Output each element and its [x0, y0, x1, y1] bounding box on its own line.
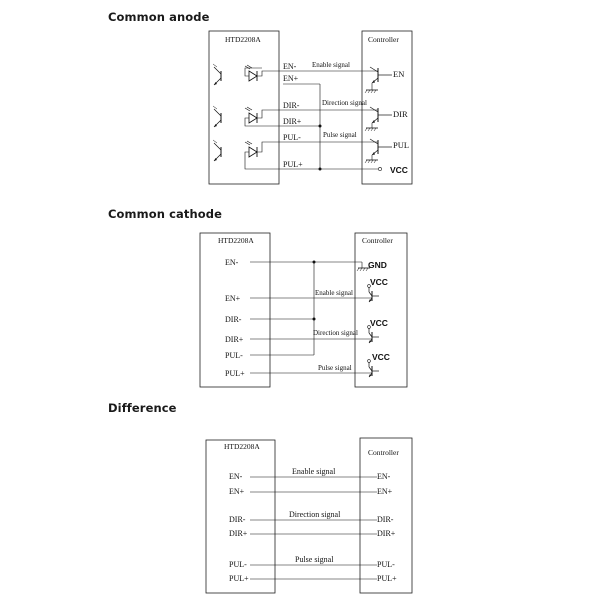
diff-ctrl-en-minus: EN-	[377, 472, 391, 481]
diff-pin-dir-plus: DIR+	[229, 529, 248, 538]
anode-pin-en-plus: EN+	[283, 74, 299, 83]
cathode-pulse-signal-label: Pulse signal	[318, 364, 352, 372]
anode-pin-en-minus: EN-	[283, 62, 297, 71]
diff-pin-pul-minus: PUL-	[229, 560, 247, 569]
anode-ground-icon-2	[365, 128, 378, 131]
anode-vcc-label: VCC	[390, 165, 408, 175]
diff-ctrl-pul-minus: PUL-	[377, 560, 395, 569]
anode-pin-pul-minus: PUL-	[283, 133, 301, 142]
anode-ctrl-pul-label: PUL	[393, 140, 410, 150]
anode-driver-title: HTD2208A	[225, 35, 261, 44]
anode-opto-direction-icon	[213, 106, 257, 127]
cathode-pin-en-plus: EN+	[225, 294, 241, 303]
diff-pin-en-plus: EN+	[229, 487, 245, 496]
anode-ctrl-dir-label: DIR	[393, 109, 408, 119]
anode-pin-dir-minus: DIR-	[283, 101, 300, 110]
cathode-vcc-label-3: VCC	[372, 352, 390, 362]
diff-pulse-signal-label: Pulse signal	[295, 555, 334, 564]
anode-driver-box	[209, 31, 279, 184]
anode-dir-transistor-icon	[370, 107, 392, 123]
anode-en-transistor-icon	[370, 67, 392, 83]
anode-ground-icon-3	[365, 160, 378, 163]
diff-driver-title: HTD2208A	[224, 442, 260, 451]
cathode-pul-transistor-icon	[368, 360, 379, 377]
cathode-pin-pul-minus: PUL-	[225, 351, 243, 360]
cathode-pin-en-minus: EN-	[225, 258, 239, 267]
cathode-driver-title: HTD2208A	[218, 236, 254, 245]
cathode-gnd-label: GND	[368, 260, 387, 270]
cathode-enable-signal-label: Enable signal	[315, 289, 353, 297]
cathode-direction-signal-label: Direction signal	[313, 329, 358, 337]
difference-diagram	[206, 438, 412, 593]
cathode-controller-title: Controller	[362, 236, 393, 245]
diff-direction-signal-label: Direction signal	[289, 510, 341, 519]
anode-ground-icon-1	[365, 90, 378, 93]
anode-enable-signal-label: Enable signal	[312, 61, 350, 69]
common-anode-heading: Common anode	[108, 10, 210, 24]
anode-pin-pul-plus: PUL+	[283, 160, 303, 169]
cathode-pin-dir-minus: DIR-	[225, 315, 242, 324]
diff-ctrl-pul-plus: PUL+	[377, 574, 397, 583]
common-anode-diagram	[209, 31, 412, 184]
anode-controller-title: Controller	[368, 35, 399, 44]
cathode-driver-box	[200, 233, 270, 387]
cathode-en-transistor-icon	[368, 285, 379, 302]
cathode-vcc-label-2: VCC	[370, 318, 388, 328]
diff-pin-en-minus: EN-	[229, 472, 243, 481]
anode-direction-signal-label: Direction signal	[322, 99, 367, 107]
cathode-dir-transistor-icon	[368, 326, 379, 343]
cathode-controller-box	[355, 233, 407, 387]
anode-pin-dir-plus: DIR+	[283, 117, 302, 126]
cathode-vcc-label-1: VCC	[370, 277, 388, 287]
diff-ctrl-en-plus: EN+	[377, 487, 393, 496]
diff-controller-title: Controller	[368, 448, 399, 457]
anode-opto-enable-icon	[213, 64, 257, 85]
common-cathode-diagram	[200, 233, 407, 387]
anode-pulse-signal-label: Pulse signal	[323, 131, 357, 139]
difference-heading: Difference	[108, 401, 177, 415]
cathode-pin-pul-plus: PUL+	[225, 369, 245, 378]
diff-enable-signal-label: Enable signal	[292, 467, 336, 476]
diff-pin-pul-plus: PUL+	[229, 574, 249, 583]
cathode-pin-dir-plus: DIR+	[225, 335, 244, 344]
anode-pul-transistor-icon	[370, 139, 392, 155]
diff-pin-dir-minus: DIR-	[229, 515, 246, 524]
diff-ctrl-dir-minus: DIR-	[377, 515, 394, 524]
anode-opto-pulse-icon	[213, 140, 257, 161]
common-cathode-heading: Common cathode	[108, 207, 222, 221]
anode-ctrl-en-label: EN	[393, 69, 405, 79]
diff-ctrl-dir-plus: DIR+	[377, 529, 396, 538]
